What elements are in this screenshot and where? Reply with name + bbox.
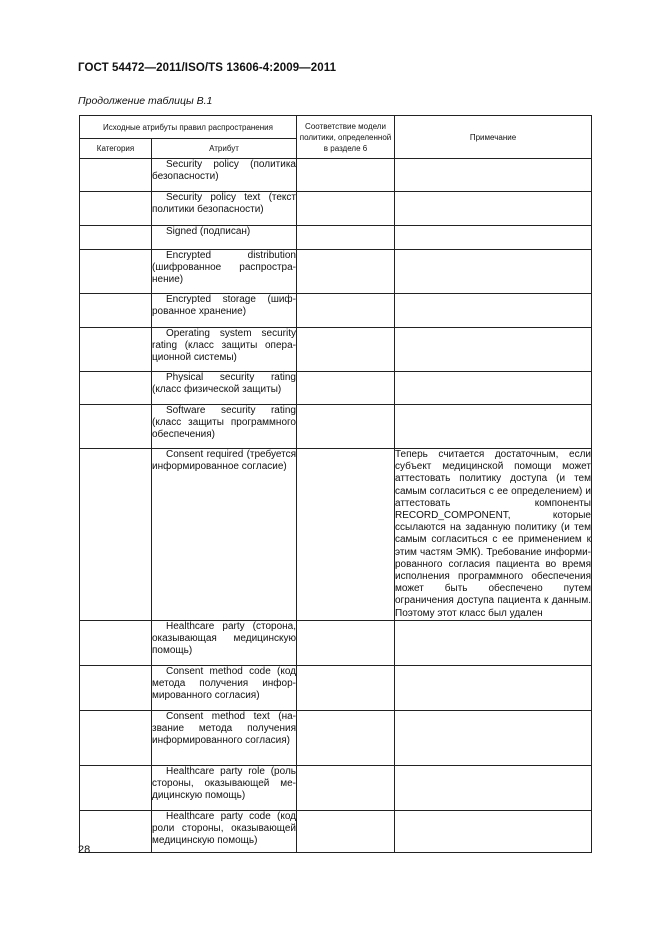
column-header-category: Категория xyxy=(80,139,152,159)
attribute-cell-text: Signed (подписан) xyxy=(166,226,251,237)
compliance-cell xyxy=(297,159,395,192)
note-cell xyxy=(395,405,592,449)
attribute-cell-text: Security policy text (текст политики безопасности) xyxy=(152,192,296,216)
attribute-cell-text: Encrypted storage (шифрованное хранение) xyxy=(152,294,296,318)
table-row xyxy=(80,765,592,810)
table-row xyxy=(80,620,592,665)
note-cell xyxy=(395,710,592,765)
table-row xyxy=(80,226,592,250)
note-cell xyxy=(395,765,592,810)
category-cell xyxy=(80,226,152,250)
note-cell xyxy=(395,226,592,250)
attribute-cell-text: Healthcare party role (роль стороны, оказывающей медицинскую помощь) xyxy=(152,765,296,802)
compliance-cell xyxy=(297,192,395,226)
compliance-cell xyxy=(297,765,395,810)
category-cell xyxy=(80,328,152,372)
attribute-cell-text: Healthcare party code (код роли стороны, оказывающей медицинскую помощь) xyxy=(152,810,296,847)
table-row xyxy=(80,449,592,621)
attribute-cell xyxy=(152,294,297,328)
attribute-cell-text: Healthcare party (сторона, оказывающая медицинскую помощь) xyxy=(152,620,296,657)
attribute-cell xyxy=(152,226,297,250)
table-row xyxy=(80,372,592,405)
distribution-rules-table xyxy=(79,115,592,853)
table-row xyxy=(80,250,592,294)
compliance-cell xyxy=(297,226,395,250)
attribute-cell xyxy=(152,665,297,710)
page-header: ГОСТ 54472—2011/ISO/TS 13606-4:2009—2011 xyxy=(78,62,337,74)
table-row xyxy=(80,192,592,226)
table-row xyxy=(80,710,592,765)
column-header-attribute: Атрибут xyxy=(152,139,297,159)
attribute-cell xyxy=(152,810,297,852)
compliance-cell xyxy=(297,810,395,852)
attribute-cell xyxy=(152,405,297,449)
compliance-cell xyxy=(297,405,395,449)
attribute-cell xyxy=(152,159,297,192)
category-cell xyxy=(80,710,152,765)
note-cell xyxy=(395,192,592,226)
attribute-cell xyxy=(152,372,297,405)
table-row xyxy=(80,328,592,372)
compliance-cell xyxy=(297,372,395,405)
attribute-cell-text: Encrypted distribution (шифрованное распространение) xyxy=(152,250,296,286)
category-cell xyxy=(80,810,152,852)
attribute-cell xyxy=(152,765,297,810)
note-cell xyxy=(395,620,592,665)
table-row xyxy=(80,159,592,192)
table-row xyxy=(80,810,592,852)
attribute-cell xyxy=(152,250,297,294)
table-row xyxy=(80,294,592,328)
attribute-cell-text: Security policy (политика безопасности) xyxy=(152,159,296,183)
note-cell xyxy=(395,665,592,710)
note-cell xyxy=(395,328,592,372)
compliance-cell xyxy=(297,665,395,710)
table-body xyxy=(80,159,592,853)
note-cell xyxy=(395,250,592,294)
attribute-cell-text: Software security rating (класс защиты программного обеспечения) xyxy=(152,405,296,441)
column-header-note: Примечание xyxy=(395,116,592,159)
compliance-cell xyxy=(297,620,395,665)
attribute-cell-text: Consent required (требуется информированное согласие) xyxy=(152,449,296,473)
compliance-cell xyxy=(297,710,395,765)
attribute-cell xyxy=(152,620,297,665)
attribute-cell xyxy=(152,449,297,621)
compliance-cell xyxy=(297,449,395,621)
page-number: 28 xyxy=(78,844,91,856)
category-cell xyxy=(80,620,152,665)
category-cell xyxy=(80,765,152,810)
category-cell xyxy=(80,449,152,621)
category-cell xyxy=(80,192,152,226)
category-cell xyxy=(80,665,152,710)
attribute-cell-text: Operating system security rating (класс защиты операционной системы) xyxy=(152,328,296,364)
note-cell xyxy=(395,372,592,405)
table-caption: Продолжение таблицы В.1 xyxy=(78,95,213,107)
category-cell xyxy=(80,159,152,192)
note-cell-text: Теперь считается достаточным, если субъект медицинской помощи может аттестовать политику доступа (и тем самым согласиться с ее определением) и аттестовать компоненты RECORD_COMPONENT, которые ссылаются на заданную политику (и тем самым согласиться с ее применением к этим частям ЭМК). Требование информированного согласия пациента во время исполнения программного обеспечения может быть обеспечено путем ограничения доступа пациента к данным. Поэтому этот класс был удален xyxy=(395,449,591,619)
category-cell xyxy=(80,405,152,449)
compliance-cell xyxy=(297,328,395,372)
compliance-cell xyxy=(297,294,395,328)
column-group-header: Исходные атрибуты правил распространения xyxy=(80,116,297,139)
attribute-cell xyxy=(152,710,297,765)
attribute-cell-text: Physical security rating (класс физической защиты) xyxy=(152,372,296,396)
attribute-cell-text: Consent method text (название метода получения информированного согласия) xyxy=(152,710,296,747)
table-row xyxy=(80,665,592,710)
attribute-cell xyxy=(152,328,297,372)
category-cell xyxy=(80,294,152,328)
note-cell xyxy=(395,810,592,852)
note-cell xyxy=(395,159,592,192)
compliance-cell xyxy=(297,250,395,294)
category-cell xyxy=(80,372,152,405)
attribute-cell xyxy=(152,192,297,226)
note-cell xyxy=(395,294,592,328)
table-row xyxy=(80,405,592,449)
note-cell xyxy=(395,449,592,621)
category-cell xyxy=(80,250,152,294)
column-header-compliance: Соответствие модели политики, определенной в разделе 6 xyxy=(297,116,395,159)
attribute-cell-text: Consent method code (код метода получения информированного согласия) xyxy=(152,665,296,702)
